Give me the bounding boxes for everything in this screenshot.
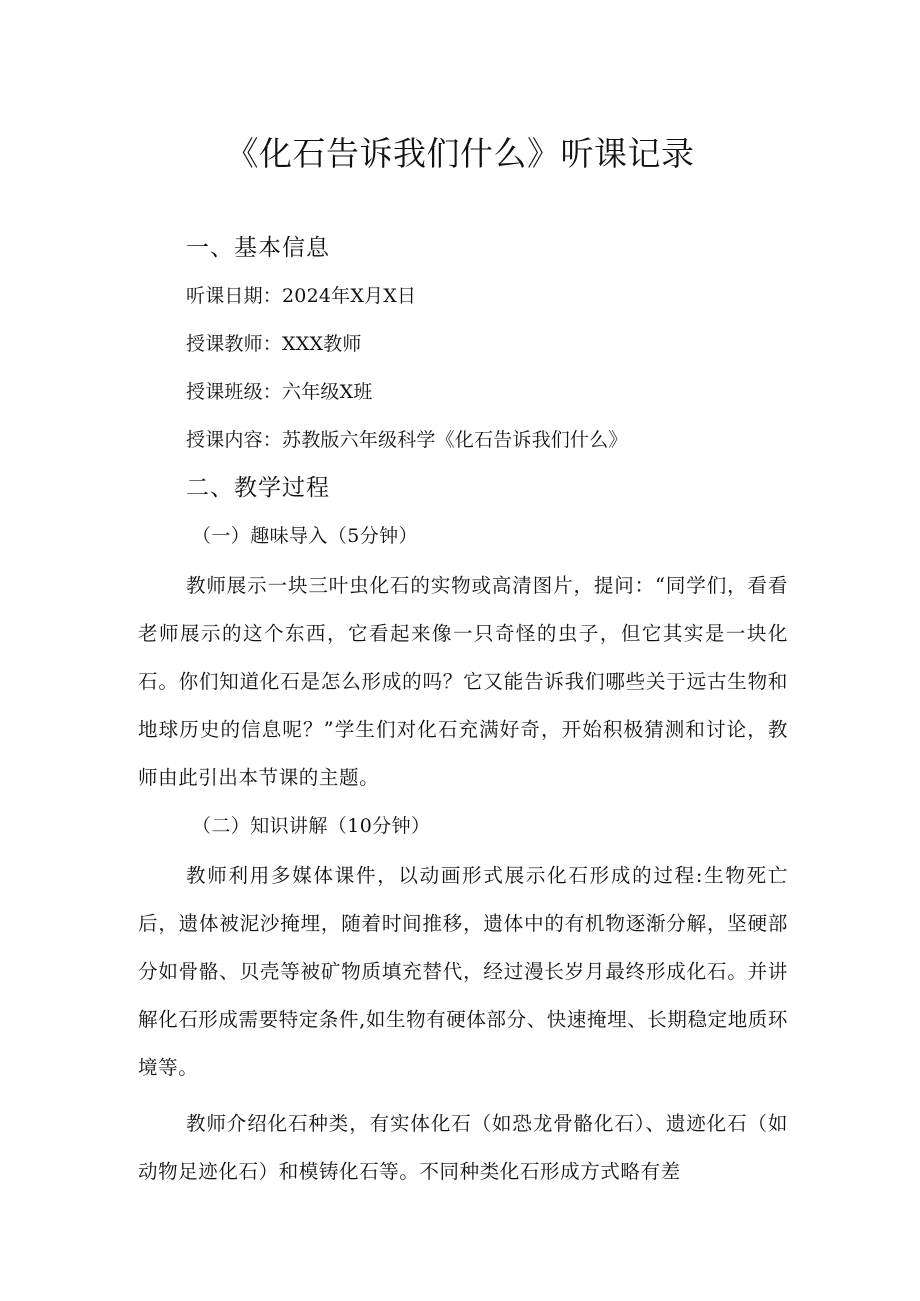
paragraph-fossil-formation: 教师利用多媒体课件，以动画形式展示化石形成的过程:生物死亡后，遗体被泥沙掩埋，随着时间推移，遗体中的有机物逐渐分解，坚硬部分如骨骼、贝壳等被矿物质填充替代，经过漫长岁月最终形成化石。并讲解化石形成需要特定条件,如生物有硬体部分、快速掩埋、长期稳定地质环境等。 <box>138 864 788 1079</box>
spacer <box>138 1092 788 1100</box>
info-content: 授课内容：苏教版六年级科学《化石告诉我们什么》 <box>186 429 628 451</box>
document-content <box>138 224 788 1196</box>
section-heading-teaching-process: 二、教学过程 <box>186 475 330 501</box>
document-title: 《化石告诉我们什么》听课记录 <box>225 134 695 173</box>
subheading-introduction: （一）趣味导入（5分钟） <box>192 525 418 547</box>
section-heading-basic-info: 一、基本信息 <box>186 235 330 261</box>
paragraph-introduction: 教师展示一块三叶虫化石的实物或高清图片，提问：“同学们，看看老师展示的这个东西，它看起来像一只奇怪的虫子，但它其实是一块化石。你们知道化石是怎么形成的吗？它又能告诉我们哪些关于远古生物和地球历史的信息呢？”学生们对化石充满好奇，开始积极猜测和讨论，教师由此引出本节课的主题。 <box>138 574 788 789</box>
info-date: 听课日期：2024年X月X日 <box>186 285 417 307</box>
info-teacher: 授课教师：XXX教师 <box>186 333 362 355</box>
info-class: 授课班级：六年级X班 <box>186 381 373 403</box>
paragraph-fossil-types: 教师介绍化石种类，有实体化石（如恐龙骨骼化石）、遗迹化石（如动物足迹化石）和模铸化石等。不同种类化石形成方式略有差 <box>138 1112 788 1183</box>
subheading-knowledge: （二）知识讲解（10分钟） <box>192 815 431 837</box>
